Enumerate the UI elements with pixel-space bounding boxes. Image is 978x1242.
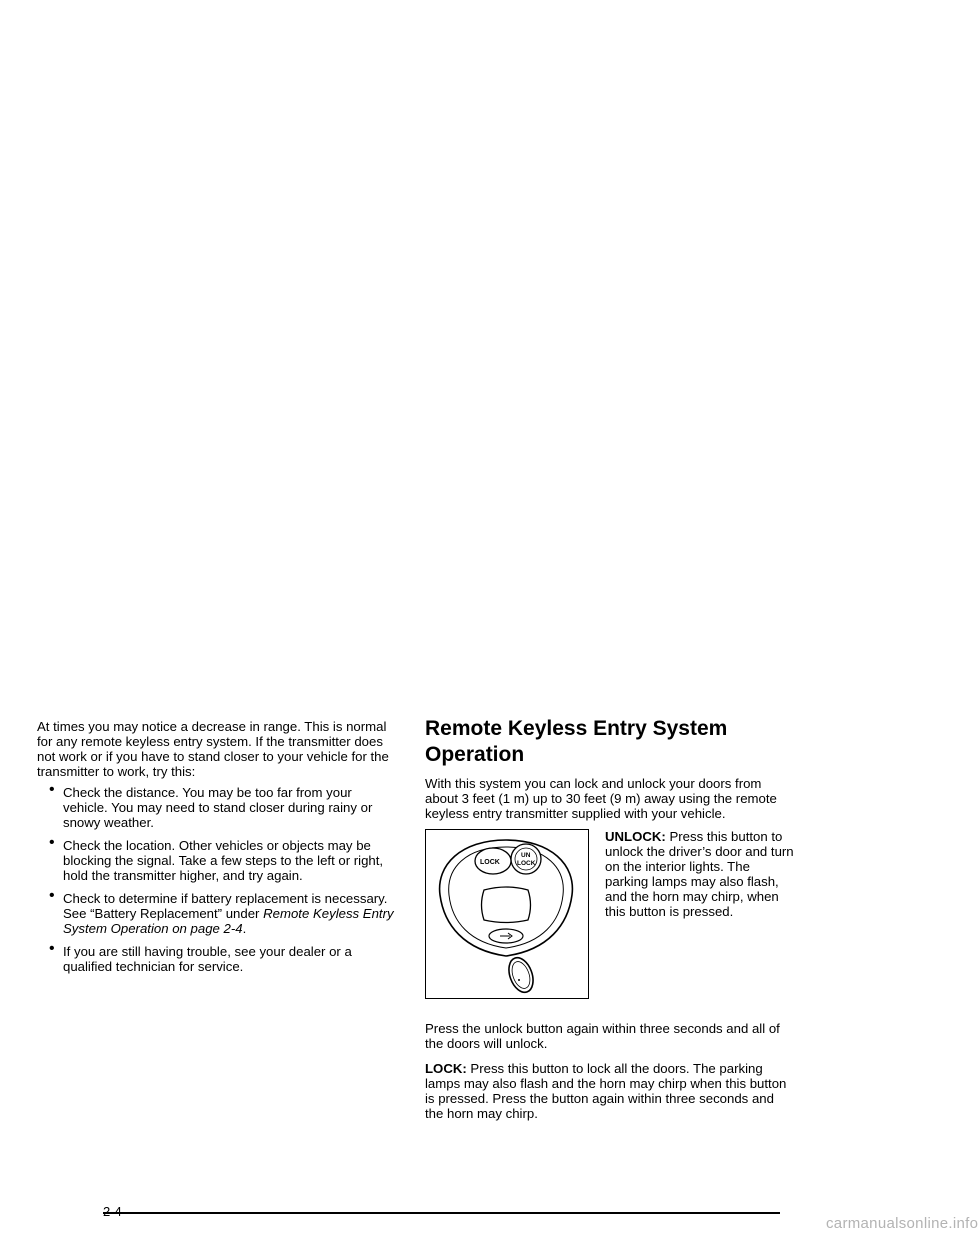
fob-lock-text: LOCK [480,859,500,866]
list-item-text: Check the distance. You may be too far from your vehicle. You may need to stand closer during rainy or snowy weather. [63,785,373,830]
footer-divider [103,1212,780,1214]
transmitter-figure-block [425,829,795,1001]
fob-unlock-text-1: UN [521,852,531,859]
unlock-label: UNLOCK: [605,829,666,844]
list-item [37,834,397,883]
heading-line-2: Operation [425,743,525,766]
list-item-text: If you are still having trouble, see your dealer or a qualified technician for service. [63,944,352,974]
troubleshooting-list [37,781,397,974]
bullet-icon: • [49,887,55,904]
lock-description [425,1061,795,1121]
bullet-icon: • [49,940,55,957]
bullet-icon: • [49,834,55,851]
right-column [425,716,795,1121]
key-fob-icon [426,830,587,997]
unlock-again-paragraph: Press the unlock button again within three seconds and all of the doors will unlock. [425,1021,780,1051]
lock-text: Press this button to lock all the doors. The parking lamps may also flash and the horn may chirp when this button is pressed. Press the button again within three seconds and the horn may chirp. [425,1061,787,1121]
list-item-text: Check to determine if battery replacement is necessary. See “Battery Replacement” under [63,891,388,921]
range-intro-paragraph: At times you may notice a decrease in range. This is normal for any remote keyless entry system. If the transmitter does not work or if you have to stand closer to your vehicle for the transmitter to work, try this: [37,719,389,779]
bullet-icon: • [49,781,55,798]
fob-unlock-text-2: LOCK [517,860,536,867]
list-item [37,940,397,974]
list-item [37,887,397,936]
unlock-text: Press this button to unlock the driver’s door and turn on the interior lights. The parking lamps may also flash, and the horn may chirp, when this button is pressed. [605,829,794,919]
list-item-text: Check the location. Other vehicles or objects may be blocking the signal. Take a few steps to the left or right, hold the transmitter higher, and try again. [63,838,384,883]
system-intro-paragraph: With this system you can lock and unlock your doors from about 3 feet (1 m) up to 30 feet (9 m) away using the remote keyless entry transmitter supplied with your vehicle. [425,776,777,821]
left-column [37,719,397,982]
section-heading [425,716,795,768]
watermark: carmanualsonline.info [826,1215,978,1232]
list-item [37,781,397,830]
unlock-description [605,829,795,919]
transmitter-illustration [425,829,589,999]
list-item-end: . [242,921,247,936]
page-reference-link[interactable]: Remote Keyless Entry System Operation on page 2-4 [63,906,394,936]
heading-line-1: Remote Keyless Entry System [425,717,728,740]
lock-label: LOCK: [425,1061,467,1076]
